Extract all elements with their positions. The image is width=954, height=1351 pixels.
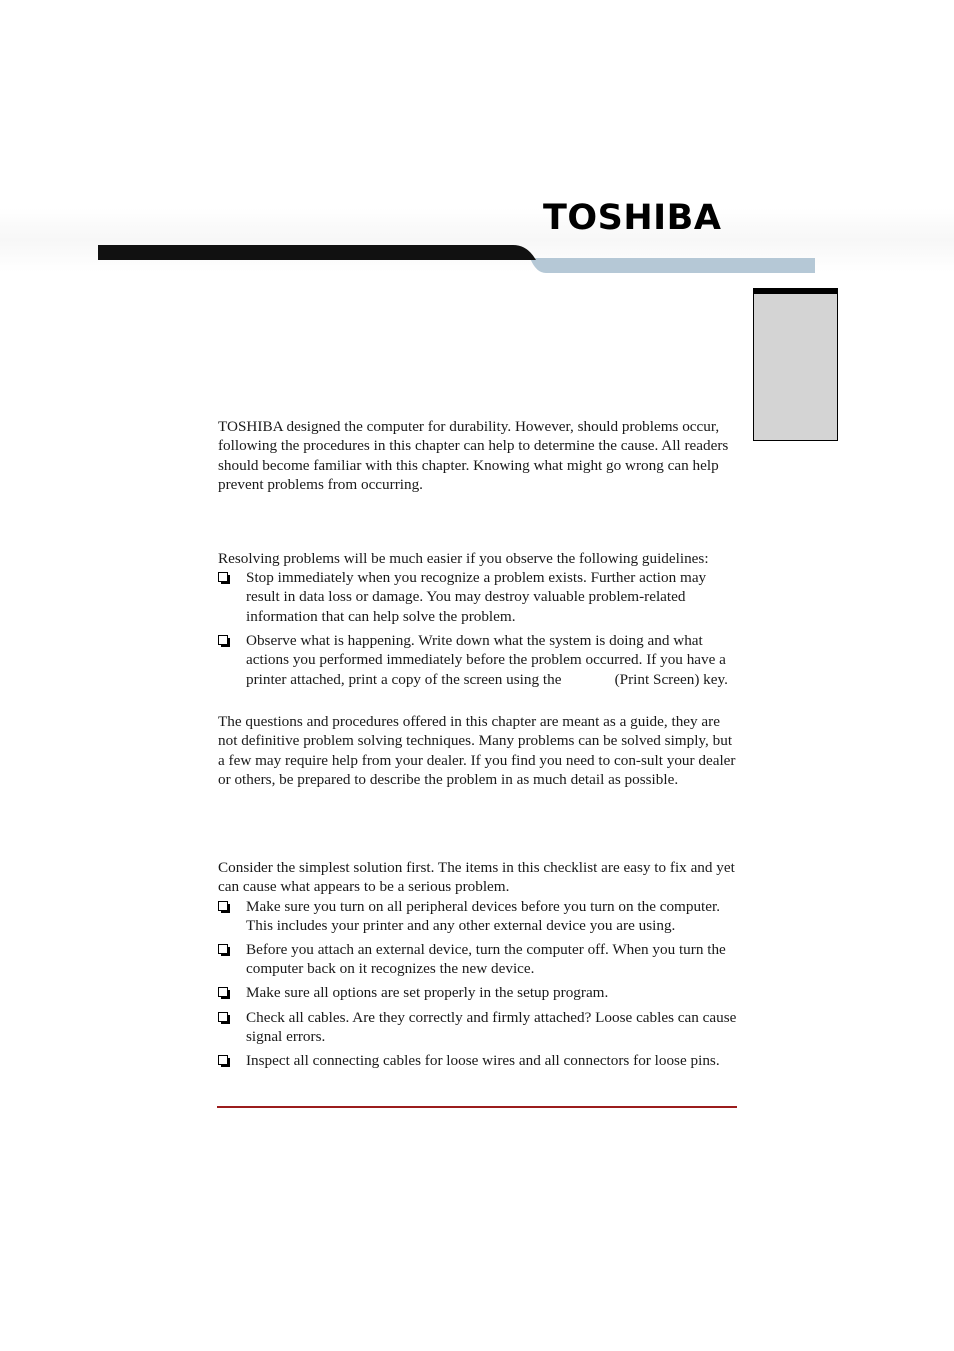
list-item	[218, 940, 738, 979]
list-item-text: Before you attach an external device, turn the computer off. When you turn the computer back on it recognizes the new device.	[246, 941, 726, 978]
checkbox-bullet-icon	[218, 901, 228, 911]
list-item	[218, 897, 738, 936]
list-item	[218, 1051, 738, 1071]
list-item	[218, 983, 738, 1003]
toshiba-logo: TOSHIBA	[543, 198, 722, 238]
header-bar-black	[98, 245, 536, 260]
guidelines-lead: Resolving problems will be much easier if you observe the following guidelines:	[218, 550, 709, 567]
checkbox-bullet-icon	[218, 944, 228, 954]
list-item-text: Make sure all options are set properly in the setup program.	[246, 984, 609, 1001]
header-bar	[98, 243, 815, 275]
list-item-text: Make sure you turn on all peripheral devices before you turn on the computer. This includes your printer and any other external device you are using.	[246, 898, 721, 935]
list-item-text: Observe what is happening. Write down what the system is doing and what actions you performed immediately before the problem occurred. If you have a printer attached, print a copy of the screen using the (Print Screen) key.	[246, 632, 728, 688]
checkbox-bullet-icon	[218, 1012, 228, 1022]
list-item	[218, 1008, 738, 1047]
checkbox-bullet-icon	[218, 1055, 228, 1065]
checkbox-bullet-icon	[218, 572, 228, 582]
checkbox-bullet-icon	[218, 987, 228, 997]
guidelines-closing: The questions and procedures offered in this chapter are meant as a guide, they are not definitive problem solving techniques. Many problems can be solved simply, but a few may require help from your dealer. If you find you need to con-sult your dealer or others, be prepared to describe the problem in as much detail as possible.	[218, 713, 736, 788]
list-item	[218, 631, 738, 708]
checkbox-bullet-icon	[218, 635, 228, 645]
chapter-tab	[753, 288, 838, 441]
list-item-text: Check all cables. Are they correctly and firmly attached? Loose cables can cause signal errors.	[246, 1009, 737, 1046]
list-item-text: Inspect all connecting cables for loose wires and all connectors for loose pins.	[246, 1052, 720, 1069]
footer-rule	[217, 1106, 737, 1108]
list-item	[218, 568, 738, 626]
list-item-text: Stop immediately when you recognize a problem exists. Further action may result in data loss or damage. You may destroy valuable problem-related information that can help solve the problem.	[246, 569, 707, 625]
intro-paragraph: TOSHIBA designed the computer for durability. However, should problems occur, following the procedures in this chapter can help to determine the cause. All readers should become familiar with this chapter. Knowing what might go wrong can help prevent problems from occurring.	[218, 418, 729, 493]
checklist-lead: Consider the simplest solution first. The items in this checklist are easy to fix and yet can cause what appears to be a serious problem.	[218, 859, 735, 896]
header-bar-accent	[530, 258, 815, 273]
